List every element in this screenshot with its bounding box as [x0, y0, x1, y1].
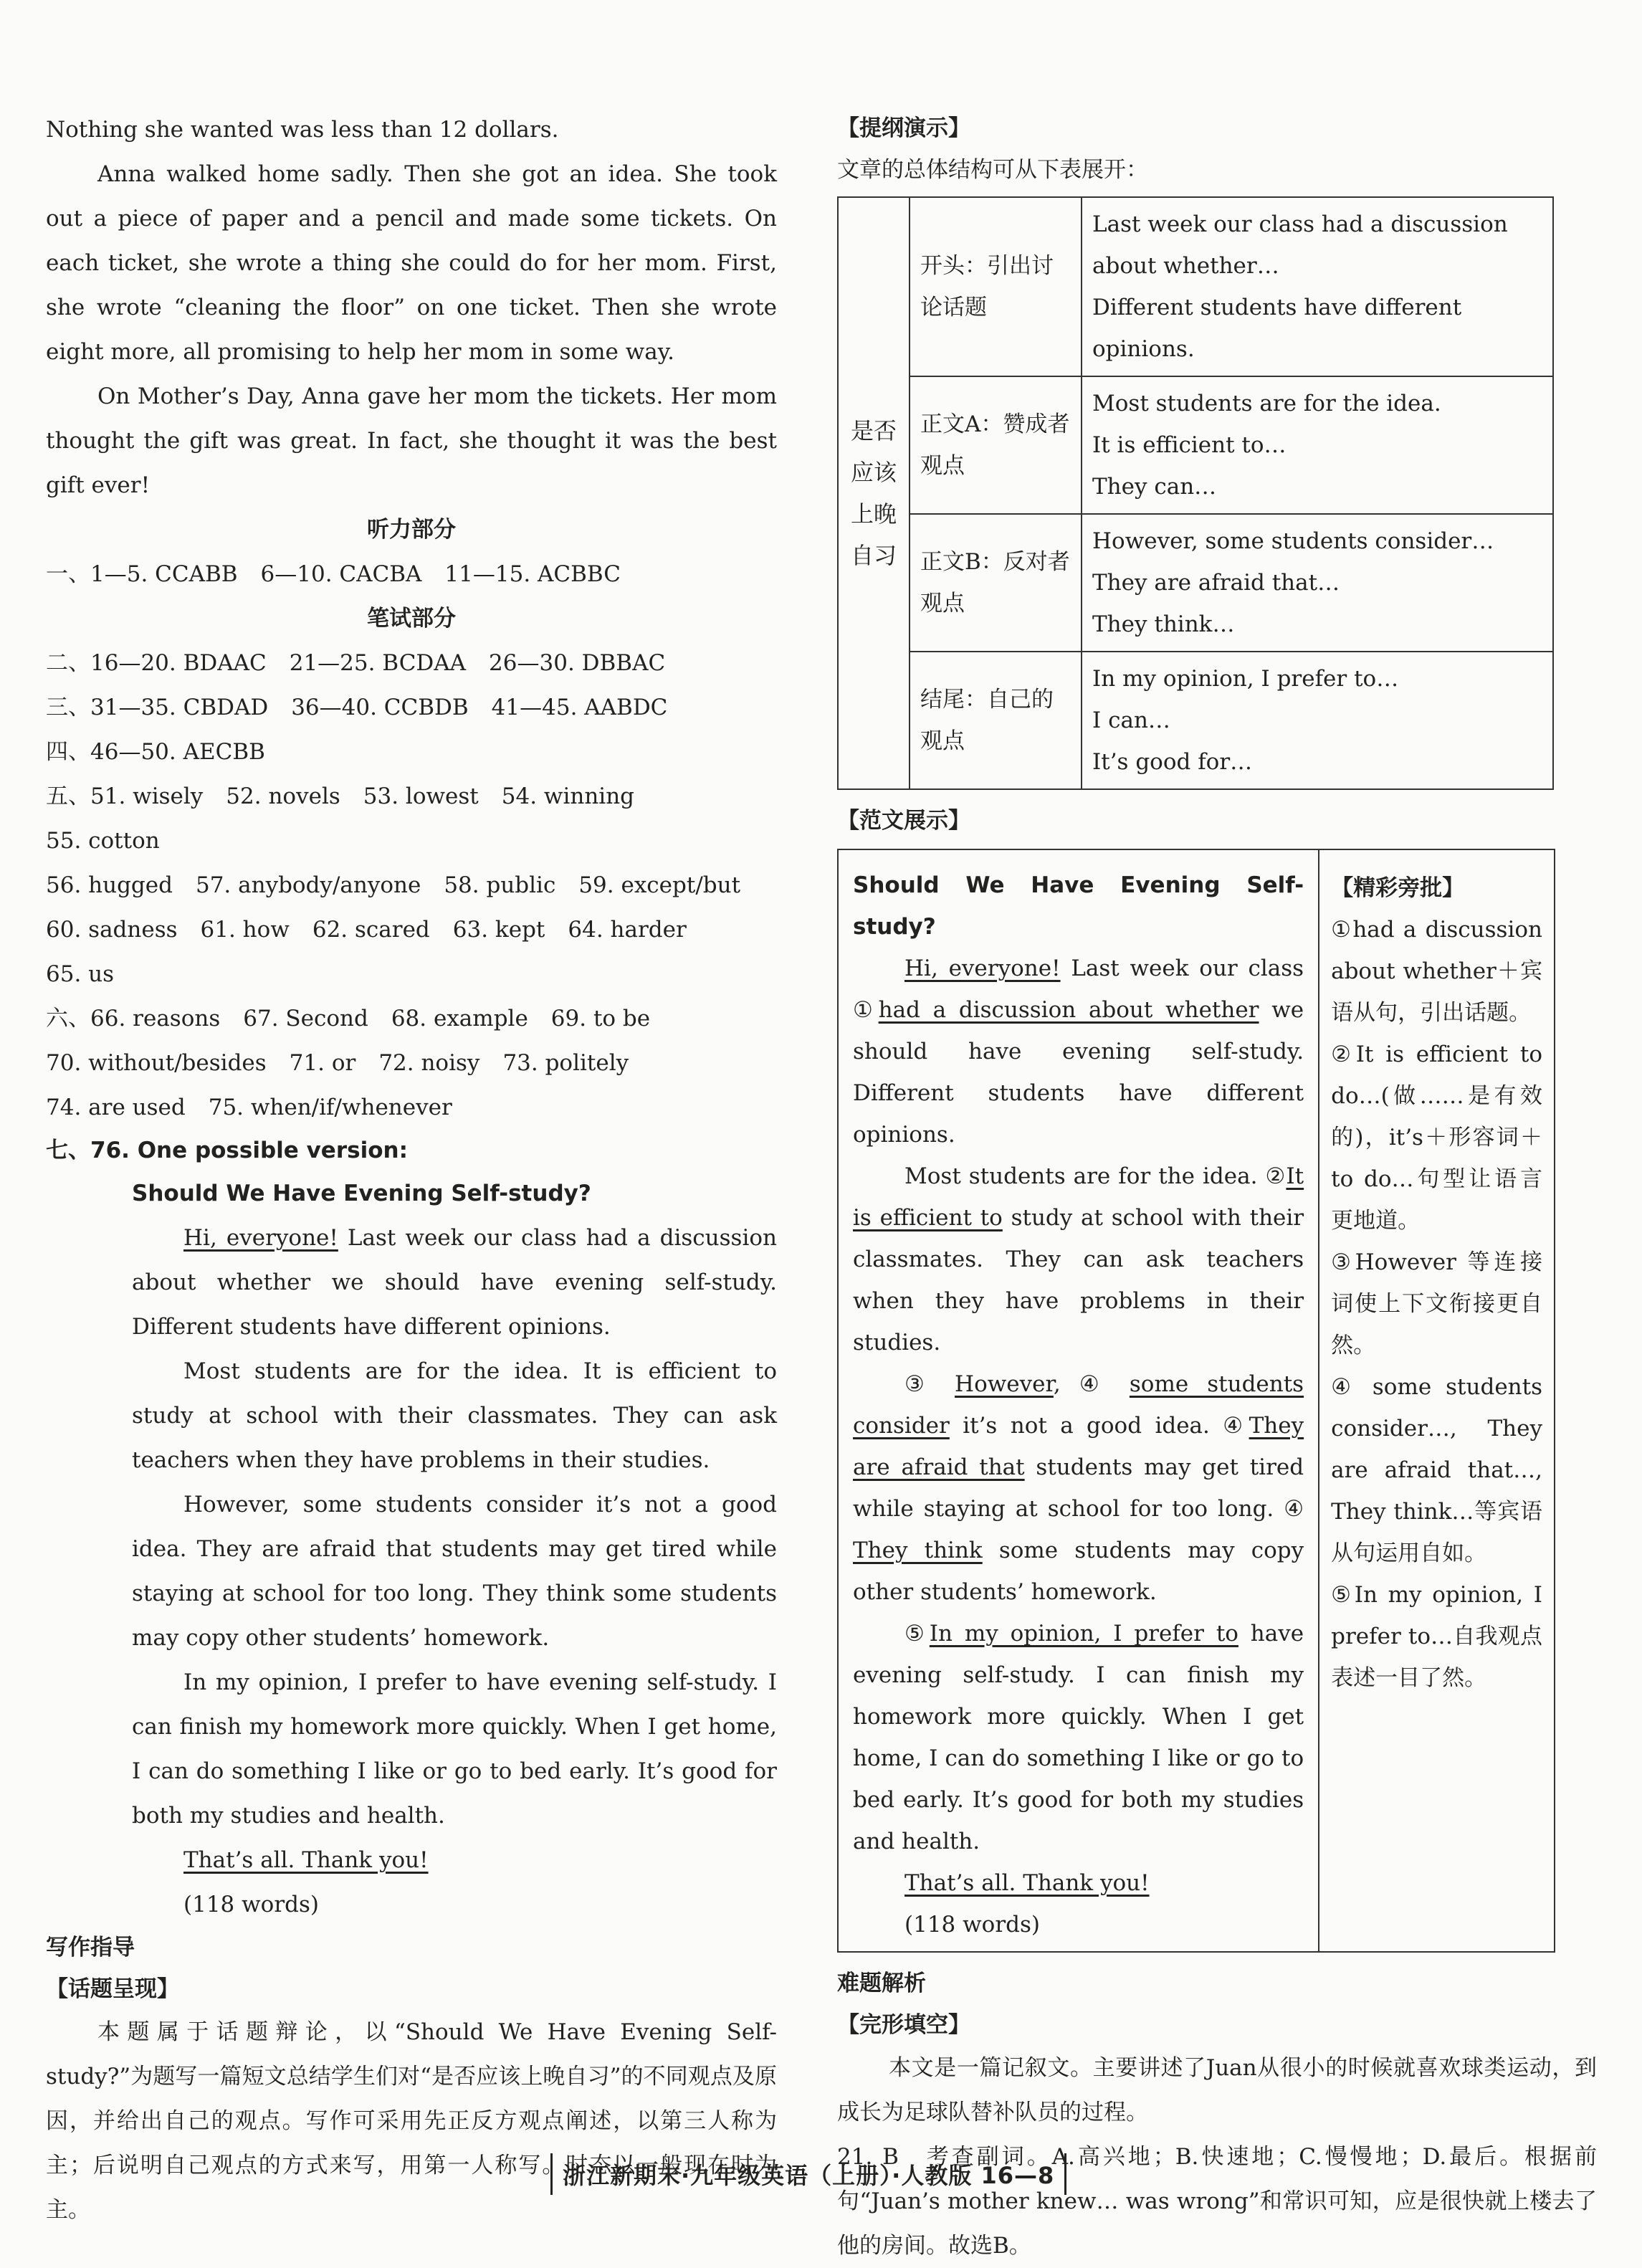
answer-group: 6—10. CACBA	[260, 561, 422, 587]
answer-item: 61. how	[200, 917, 290, 943]
answer-item: 56. hugged	[46, 872, 173, 898]
outline-line: They think…	[1092, 611, 1235, 637]
answer-group: 11—15. ACBBC	[444, 561, 621, 587]
answer-item: 53. lowest	[363, 783, 479, 809]
answer-item: 69. to be	[550, 1006, 651, 1031]
story-paragraph-2: Anna walked home sadly. Then she got an idea. She took out a piece of paper and a pencil and made some tickets. On each ticket, she wrote a thing she could do for her mom. First, she wrote “cleaning the floor” on one ticket. Then she wrote eight more, all promising to help her mom in some way.	[46, 161, 777, 365]
answer-group: 26—30. DBBAC	[489, 650, 666, 676]
annotation-mark: ②	[1265, 1163, 1287, 1189]
sample-text: some students may copy other students’ homework.	[853, 1538, 1304, 1605]
outline-title: 【提纲演示】	[837, 115, 970, 141]
cloze-section	[837, 2046, 1597, 2135]
outline-line: However, some students consider…	[1092, 528, 1494, 554]
answer-group: 36—40. CCBDB	[291, 695, 469, 720]
outline-line: I can…	[1092, 707, 1170, 733]
outline-line: Last week our class had a discussion about whether…	[1092, 211, 1508, 279]
topic-text: 本题属于话题辩论，以“Should We Have Evening Self-study?”为题写一篇短文总结学生们对“是否应该上晚自习”的不同观点及原因，并给出自己的观点。写作可采用先正反方观点阐述，以第三人称为主；后说明自己观点的方式来写，用第一人称写。时态以一般现在时为主。	[46, 2019, 777, 2223]
sample-essay	[839, 850, 1319, 1951]
model-essay	[46, 1171, 777, 1927]
answer-item: 63. kept	[452, 917, 545, 943]
outline-part: 正文B：反对者观点	[910, 514, 1082, 652]
sample-paragraph-2	[853, 1156, 1304, 1363]
answer-group: 四、46—50. AECBB	[46, 739, 265, 765]
sample-highlight: had a discussion about whether	[878, 997, 1259, 1023]
story-paragraph-3: On Mother’s Day, Anna gave her mom the tickets. Her mom thought the gift was great. In fact, she thought it was the best gift ever!	[46, 383, 777, 498]
sample-text: have evening self-study. I can finish my homework more quickly. When I get home, I can do something I like or go to bed early. It’s good for both my studies and health.	[853, 1621, 1304, 1854]
answers-3	[46, 685, 777, 730]
sample-highlight: some students consider	[853, 1371, 1304, 1439]
outline-row	[838, 197, 1553, 376]
question-76-label: 七、76. One possible version:	[46, 1138, 408, 1163]
note-item: ③However 等连接词使上下文衔接更自然。	[1331, 1249, 1542, 1358]
outline-content	[1082, 197, 1553, 376]
essay-paragraph-3: However, some students consider it’s not a good idea. They are afraid that students may get tired while staying at school for too long. They think some students may copy other students’ homework.	[132, 1492, 777, 1651]
question-21-text: 21. B 考查副词。A.高兴地；B.快速地；C.慢慢地；D.最后。根据前句“Juan’s mother knew… was wrong”和常识可知，应是很快就上楼去了他的房间。故选B。	[837, 2144, 1597, 2259]
note-title: 【精彩旁批】	[1331, 875, 1465, 901]
outline-row	[838, 652, 1553, 789]
essay-closing	[132, 1838, 777, 1882]
story-line-1: Nothing she wanted was less than 12 dollars.	[46, 117, 559, 143]
answer-item: 六、66. reasons	[46, 1006, 221, 1031]
cloze-intro: 本文是一篇记叙文。主要讲述了Juan从很小的时候就喜欢球类运动，到成长为足球队替补队员的过程。	[837, 2055, 1597, 2125]
sample-paragraph-1	[853, 948, 1304, 1156]
sample-box	[837, 849, 1555, 1953]
note-item: ⑤In my opinion, I prefer to…自我观点表述一目了然。	[1331, 1582, 1542, 1691]
sample-paragraph-4	[853, 1613, 1304, 1862]
answer-item: 54. winning	[501, 783, 635, 809]
right-column	[837, 108, 1597, 2268]
sample-text: Most students are for the idea.	[904, 1163, 1266, 1189]
answers-6b	[46, 1041, 777, 1085]
answers-6a	[46, 996, 777, 1041]
annotation-mark: ⑤	[904, 1621, 930, 1647]
sample-paragraph-3	[853, 1363, 1304, 1613]
answer-item: 52. novels	[226, 783, 340, 809]
answer-group: 一、1—5. CCABB	[46, 561, 238, 587]
answer-group: 二、16—20. BDAAC	[46, 650, 267, 676]
written-title: 笔试部分	[367, 606, 456, 632]
note-item: ②It is efficient to do…(做……是有效的)，it’s＋形容词＋to do…句型让语言更地道。	[1331, 1042, 1542, 1234]
page-footer: 浙江新期末·九年级英语（上册）·人教版 16—8	[550, 2153, 1066, 2195]
outline-content	[1082, 514, 1553, 652]
answer-item: 73. politely	[502, 1050, 629, 1076]
answer-item: 64. harder	[568, 917, 687, 943]
answers-5b	[46, 863, 777, 907]
hard-question-title: 难题解析	[837, 1971, 926, 1996]
left-column	[46, 108, 777, 2232]
sample-text: study at school with their classmates. They can ask teachers when they have problems in their studies.	[853, 1205, 1304, 1355]
essay-word-count: (118 words)	[183, 1892, 319, 1917]
outline-content	[1082, 652, 1553, 789]
essay-paragraph-4: In my opinion, I prefer to have evening self-study. I can finish my homework more quickly. When I get home, I can do something I like or go to bed early. It’s good for both my studies and health.	[132, 1669, 777, 1829]
sample-heading: Should We Have Evening Self-study?	[853, 872, 1304, 940]
answers-4	[46, 730, 777, 774]
outline-table	[837, 196, 1554, 790]
sample-highlight: They are afraid that	[853, 1413, 1304, 1480]
outline-part: 正文A：赞成者观点	[910, 376, 1082, 514]
listening-title: 听力部分	[367, 517, 456, 543]
answers-5c	[46, 907, 777, 996]
outline-part: 结尾：自己的观点	[910, 652, 1082, 789]
essay-title: Should We Have Evening Self-study?	[132, 1181, 591, 1206]
answer-item: 74. are used	[46, 1095, 186, 1120]
outline-line: They are afraid that…	[1092, 570, 1340, 596]
sample-highlight: It is efficient to	[853, 1163, 1304, 1231]
sample-text: Last week our class	[1060, 956, 1304, 981]
outline-line: They can…	[1092, 474, 1217, 500]
sample-word-count: (118 words)	[904, 1912, 1040, 1938]
answer-item: 70. without/besides	[46, 1050, 267, 1076]
annotation-mark: ③	[904, 1371, 955, 1397]
answer-item: 71. or	[289, 1050, 356, 1076]
essay-paragraph-2: Most students are for the idea. It is efficient to study at school with their classmates. They can ask teachers when they have problems in their studies.	[132, 1358, 777, 1473]
note-item: ④ some students consider…, They are afraid that…, They think…等宾语从句运用自如。	[1331, 1374, 1542, 1566]
essay-text: Last week our class had a discussion about whether we should have evening self-study. Different students have different opinions.	[132, 1225, 777, 1340]
answer-group: 21—25. BCDAA	[289, 650, 467, 676]
answer-item: 75. when/if/whenever	[208, 1095, 452, 1120]
essay-greeting: Hi, everyone!	[183, 1225, 338, 1251]
sample-highlight: In my opinion, I prefer to	[929, 1621, 1238, 1647]
answer-item: 65. us	[46, 961, 115, 987]
outline-row	[838, 514, 1553, 652]
answer-item: 72. noisy	[378, 1050, 480, 1076]
answers-5a	[46, 774, 777, 863]
sample-text: we should have evening self-study. Different students have different opinions.	[853, 997, 1304, 1148]
outline-part: 开头：引出讨论话题	[910, 197, 1082, 376]
sample-closing	[853, 1862, 1304, 1904]
annotation-mark: ①	[853, 997, 879, 1023]
sample-text: , ④	[1053, 1371, 1130, 1397]
outline-intro: 文章的总体结构可从下表展开：	[837, 157, 1148, 183]
outline-line: In my opinion, I prefer to…	[1092, 666, 1399, 692]
answer-item: 62. scared	[312, 917, 430, 943]
topic-section	[46, 2010, 777, 2232]
outline-line: Most students are for the idea.	[1092, 391, 1441, 416]
answer-item: 五、51. wisely	[46, 783, 204, 809]
answer-group: 三、31—35. CBDAD	[46, 695, 269, 720]
answer-group: 41—45. AABDC	[491, 695, 668, 720]
answer-item: 55. cotton	[46, 828, 160, 854]
sample-highlight: They think	[853, 1538, 983, 1563]
answer-item: 59. except/but	[578, 872, 741, 898]
topic-title: 【话题呈现】	[46, 1976, 179, 2002]
sample-text: students may get tired while staying at school for too long. ④	[853, 1454, 1304, 1522]
sample-closing-text: That’s all. Thank you!	[904, 1870, 1150, 1896]
sample-text: it’s not a good idea. ④	[949, 1413, 1249, 1439]
sample-title: 【范文展示】	[837, 808, 970, 834]
essay-paragraph-1	[132, 1216, 777, 1349]
outline-content	[1082, 376, 1553, 514]
answer-item: 68. example	[391, 1006, 528, 1031]
outline-line: It is efficient to…	[1092, 432, 1287, 458]
outline-row	[838, 376, 1553, 514]
sample-highlight: However	[955, 1371, 1054, 1397]
outline-line: It’s good for…	[1092, 749, 1253, 775]
answers-2	[46, 641, 777, 685]
answers-1	[46, 552, 777, 596]
answer-item: 58. public	[444, 872, 556, 898]
essay-closing-text: That’s all. Thank you!	[183, 1847, 429, 1873]
answer-item: 60. sadness	[46, 917, 178, 943]
answer-item: 67. Second	[243, 1006, 368, 1031]
note-item: ①had a discussion about whether＋宾语从句，引出话题。	[1331, 917, 1542, 1026]
outline-topic: 是否应该上晚自习	[838, 197, 910, 789]
annotation-column	[1319, 850, 1554, 1951]
outline-line: Different students have different opinions.	[1092, 295, 1462, 362]
answers-6c	[46, 1085, 777, 1130]
sample-greeting: Hi, everyone!	[904, 956, 1061, 981]
cloze-title: 【完形填空】	[837, 2012, 970, 2038]
guide-title: 写作指导	[46, 1935, 135, 1960]
answer-item: 57. anybody/anyone	[195, 872, 421, 898]
